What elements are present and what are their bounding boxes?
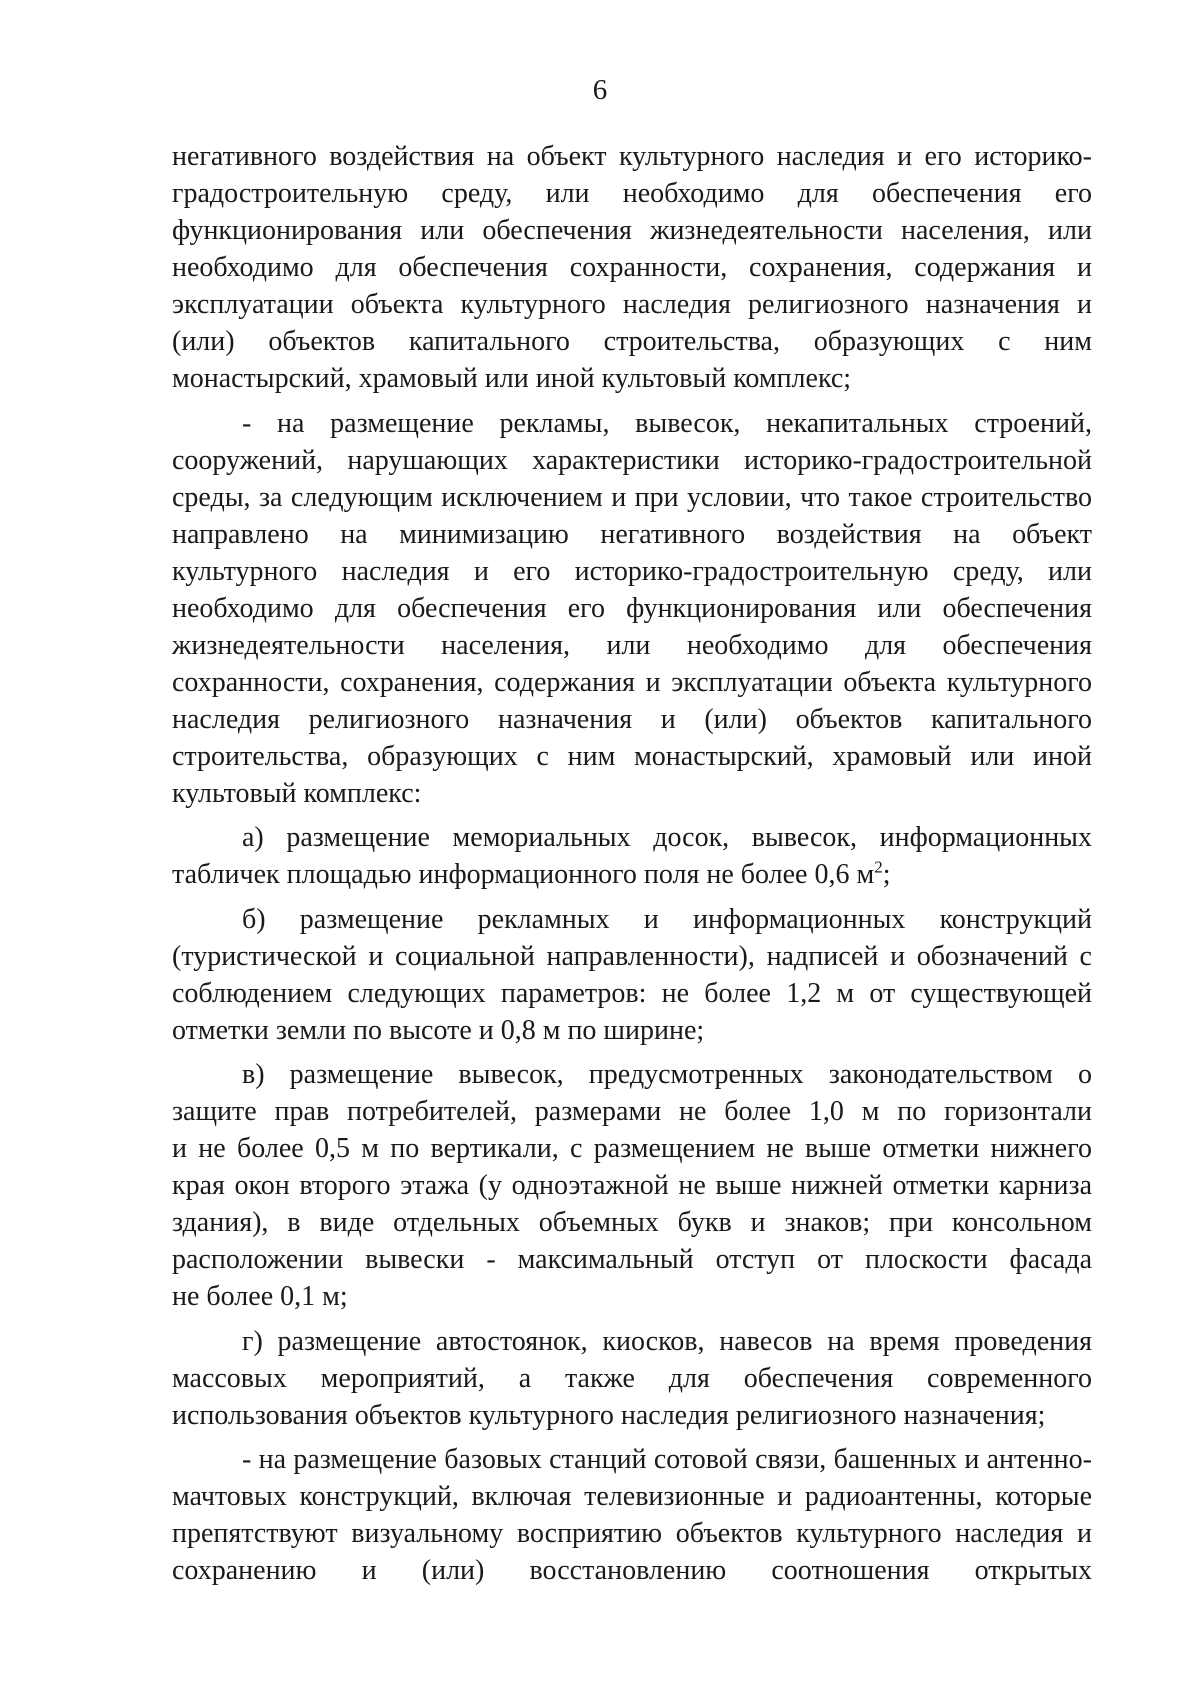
line-text: здания), в виде отдельных объемных букв и знаков; при консольном [172, 1207, 1092, 1238]
line-text: среды, за следующим исключением и при условии, что такое строительство [172, 481, 1092, 513]
line-text: (туристической и социальной направленности), надписей и обозначений с [172, 940, 1092, 972]
line-text: г) размещение автостоянок, киосков, навесов на время проведения [242, 1325, 1092, 1357]
text-line [172, 1241, 1092, 1278]
text-line [172, 1441, 1092, 1478]
text-line [172, 775, 1092, 812]
text-line [172, 175, 1092, 212]
page-number: 6 [592, 74, 608, 106]
line-text: необходимо для обеспечения сохранности, сохранения, содержания и [172, 252, 1092, 283]
text-line [172, 212, 1092, 249]
line-text: - на размещение базовых станций сотовой связи, башенных и антенно- [242, 1444, 1092, 1475]
text-line [172, 819, 1092, 856]
text-line [172, 975, 1092, 1012]
text-line [172, 516, 1092, 553]
text-line [172, 701, 1092, 738]
paragraph [172, 901, 1092, 1049]
paragraph [172, 1056, 1092, 1315]
line-text: массовых мероприятий, а также для обеспечения современного [172, 1362, 1092, 1394]
line-text: табличек площадью информационного поля не более 0,6 м [172, 859, 875, 890]
text-line [172, 1012, 1092, 1049]
line-text: препятствуют визуальному восприятию объектов культурного наследия и [172, 1518, 1092, 1549]
document-body [172, 138, 1092, 1597]
text-line [172, 590, 1092, 627]
line-text: использования объектов культурного наследия религиозного назначения; [172, 1399, 1046, 1431]
line-text: сохранению и (или) восстановлению соотношения открытых [172, 1555, 1092, 1586]
line-text: культовый комплекс: [172, 777, 422, 809]
text-line [172, 856, 1092, 893]
text-line [172, 138, 1092, 175]
text-line [172, 1167, 1092, 1204]
text-line [172, 1056, 1092, 1093]
line-text: отметки земли по высоте и 0,8 м по ширине; [172, 1014, 705, 1046]
line-suffix: ; [882, 859, 891, 890]
text-line [172, 249, 1092, 286]
text-line [172, 1093, 1092, 1130]
superscript: 2 [874, 857, 883, 877]
text-line [172, 405, 1092, 442]
line-text: - на размещение рекламы, вывесок, некапитальных строений, [242, 407, 1092, 439]
text-line [172, 323, 1092, 360]
line-text: б) размещение рекламных и информационных конструкций [242, 903, 1092, 935]
paragraph [172, 1323, 1092, 1434]
line-text: края окон второго этажа (у одноэтажной не выше нижней отметки карниза [172, 1170, 1092, 1201]
line-text: и не более 0,5 м по вертикали, с размещением не выше отметки нижнего [172, 1133, 1092, 1164]
text-line [172, 901, 1092, 938]
text-line [172, 442, 1092, 479]
line-text: не более 0,1 м; [172, 1281, 348, 1312]
text-line [172, 479, 1092, 516]
line-text: соблюдением следующих параметров: не более 1,2 м от существующей [172, 977, 1092, 1009]
line-text: направлено на минимизацию негативного воздействия на объект [172, 518, 1092, 550]
text-line [172, 1397, 1092, 1434]
line-text: мачтовых конструкций, включая телевизионные и радиоантенны, которые [172, 1481, 1092, 1512]
text-line [172, 1360, 1092, 1397]
line-text: функционирования или обеспечения жизнедеятельности населения, или [172, 215, 1092, 246]
text-line [172, 1278, 1092, 1315]
line-text: сооружений, нарушающих характеристики историко-градостроительной [172, 444, 1092, 476]
line-text: жизнедеятельности населения, или необходимо для обеспечения [172, 629, 1092, 661]
line-text: эксплуатации объекта культурного наследия религиозного назначения и [172, 289, 1092, 320]
text-line [172, 1478, 1092, 1515]
text-line [172, 360, 1092, 397]
text-line [172, 664, 1092, 701]
line-text: расположении вывески - максимальный отступ от плоскости фасада [172, 1244, 1092, 1275]
text-line [172, 1204, 1092, 1241]
line-text: культурного наследия и его историко-градостроительную среду, или [172, 555, 1092, 587]
line-text: строительства, образующих с ним монастырский, храмовый или иной [172, 740, 1092, 772]
line-text: в) размещение вывесок, предусмотренных законодательством о [242, 1059, 1092, 1090]
line-text: необходимо для обеспечения его функционирования или обеспечения [172, 592, 1092, 624]
line-text: наследия религиозного назначения и (или) объектов капитального [172, 703, 1092, 735]
text-line [172, 1515, 1092, 1552]
text-line [172, 1323, 1092, 1360]
text-line [172, 1130, 1092, 1167]
text-line [172, 286, 1092, 323]
paragraph [172, 1441, 1092, 1589]
text-line [172, 738, 1092, 775]
paragraph [172, 405, 1092, 812]
text-line [172, 627, 1092, 664]
text-line [172, 1552, 1092, 1589]
text-line [172, 938, 1092, 975]
text-line [172, 553, 1092, 590]
line-text: монастырский, храмовый или иной культовый комплекс; [172, 363, 852, 394]
line-text: а) размещение мемориальных досок, вывесок, информационных [242, 822, 1092, 853]
line-text: сохранности, сохранения, содержания и эксплуатации объекта культурного [172, 666, 1092, 698]
paragraph [172, 819, 1092, 893]
line-text: (или) объектов капитального строительства, образующих с ним [172, 326, 1092, 357]
line-text: негативного воздействия на объект культурного наследия и его историко- [172, 141, 1092, 172]
line-text: защите прав потребителей, размерами не более 1,0 м по горизонтали [172, 1096, 1092, 1127]
paragraph [172, 138, 1092, 397]
line-text: градостроительную среду, или необходимо для обеспечения его [172, 178, 1092, 209]
